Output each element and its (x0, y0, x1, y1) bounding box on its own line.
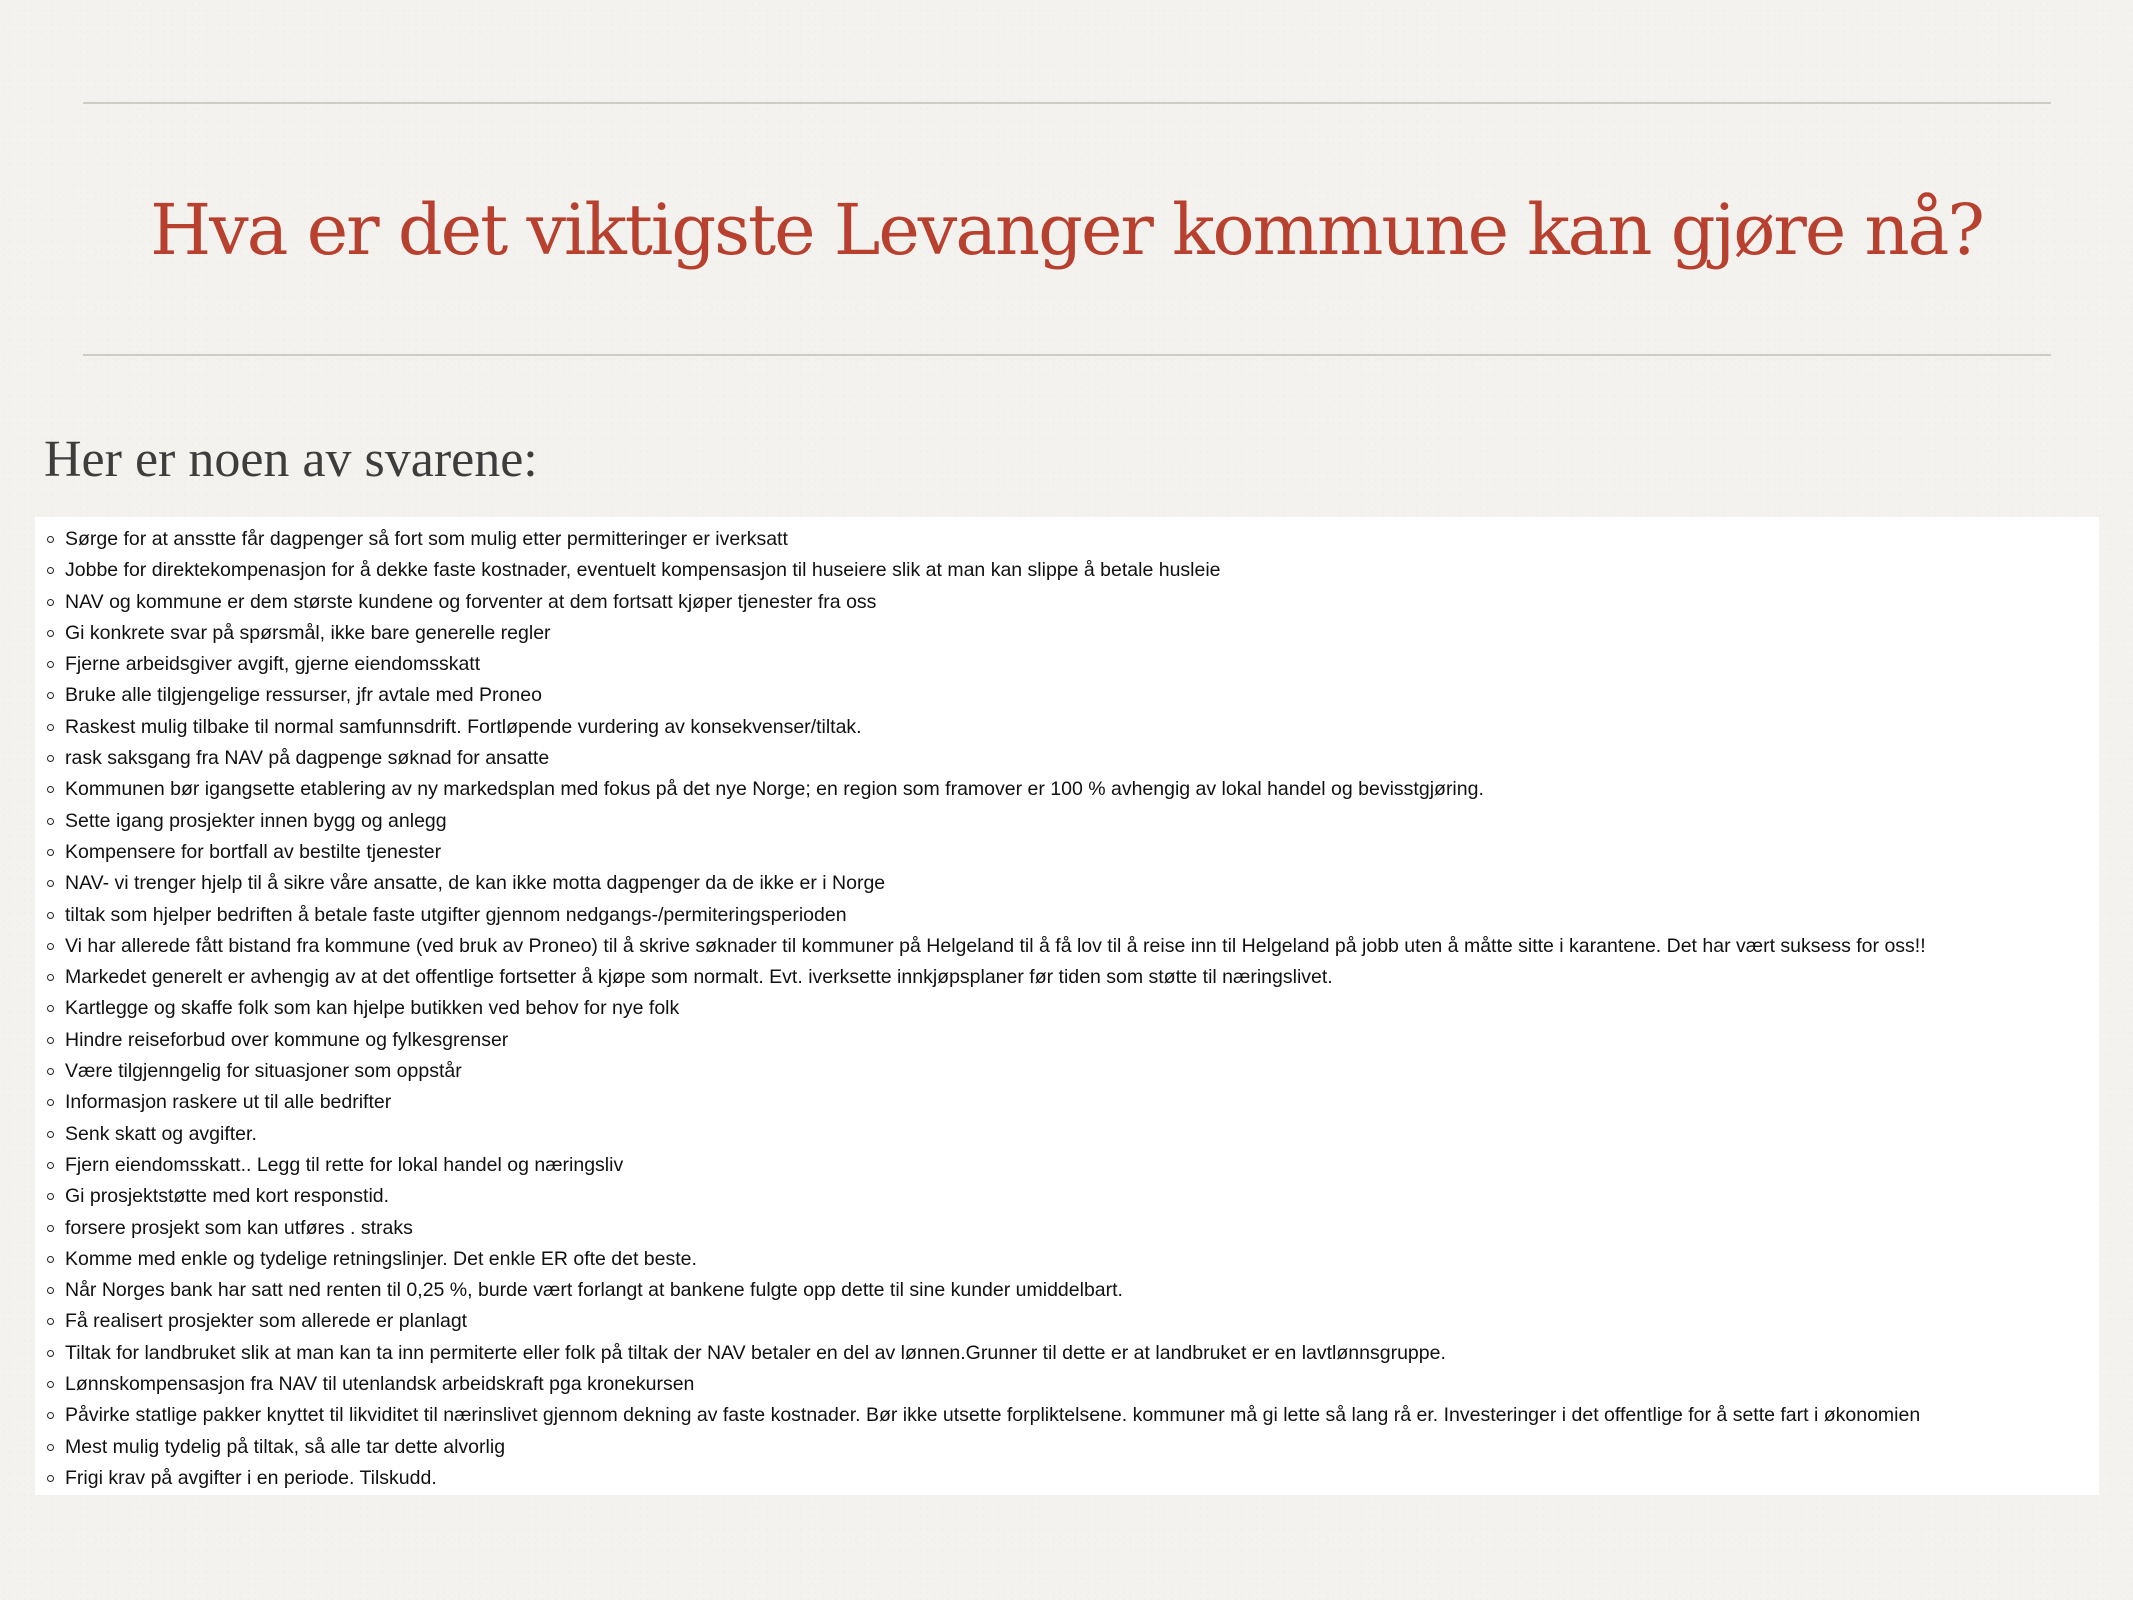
answer-item (35, 1119, 2099, 1150)
answer-item (35, 1338, 2099, 1369)
bullet-icon (47, 912, 54, 919)
answer-text: Fjerne arbeidsgiver avgift, gjerne eiendomsskatt (65, 653, 481, 676)
answer-text: Fjern eiendomsskatt.. Legg til rette for lokal handel og næringsliv (65, 1153, 624, 1176)
answer-item (35, 1213, 2099, 1244)
slide-subtitle: Her er noen av svarene: (44, 431, 538, 488)
bullet-icon (47, 1475, 54, 1482)
answer-text: Komme med enkle og tydelige retningslinjer. Det enkle ER ofte det beste. (65, 1247, 697, 1270)
bullet-icon (47, 1287, 54, 1294)
bullet-icon (47, 661, 54, 668)
answer-text: Sørge for at ansstte får dagpenger så fort som mulig etter permitteringer er iverksatt (65, 528, 788, 550)
bullet-icon (47, 1256, 54, 1263)
bullet-icon (47, 692, 54, 699)
answer-item (35, 524, 2099, 555)
answer-text: Tiltak for landbruket slik at man kan ta inn permiterte eller folk på tiltak der NAV betaler en del av lønnen.Grunner til dette er at landbruket er en lavtlønnsgruppe. (65, 1341, 1446, 1364)
bullet-icon (47, 1193, 54, 1200)
answer-text: rask saksgang fra NAV på dagpenge søknad for ansatte (65, 747, 550, 770)
answer-item (35, 1025, 2099, 1056)
answer-text: Informasjon raskere ut til alle bedrifter (65, 1091, 392, 1114)
answer-item (35, 993, 2099, 1024)
bullet-icon (47, 724, 54, 731)
answer-text: Kommunen bør igangsette etablering av ny markedsplan med fokus på det nye Norge; en region som framover er 100 % avhengig av lokal handel og bevisstgjøring. (65, 778, 1484, 801)
answer-item (35, 1181, 2099, 1212)
answer-text: Når Norges bank har satt ned renten til 0,25 %, burde vært forlangt at bankene fulgte opp dette til sine kunder umiddelbart. (65, 1279, 1123, 1302)
answer-item (35, 618, 2099, 649)
answer-text: Senk skatt og avgifter. (65, 1122, 257, 1145)
answer-text: forsere prosjekt som kan utføres . straks (65, 1216, 413, 1239)
answer-item (35, 1400, 2099, 1431)
answer-item (35, 1244, 2099, 1275)
answer-item (35, 1056, 2099, 1087)
bullet-icon (47, 536, 54, 543)
answer-item (35, 712, 2099, 743)
bullet-icon (47, 1412, 54, 1419)
bullet-icon (47, 1225, 54, 1232)
bullet-icon (47, 849, 54, 856)
answer-text: Mest mulig tydelig på tiltak, så alle tar dette alvorlig (65, 1435, 506, 1458)
answer-text: Markedet generelt er avhengig av at det offentlige fortsetter å kjøpe som normalt. Evt. iverksette innkjøpsplaner før tiden som støtte til næringslivet. (65, 966, 1333, 989)
answer-text: Jobbe for direktekompenasjon for å dekke faste kostnader, eventuelt kompensasjon til huseiere slik at man kan slippe å betale husleie (65, 559, 1221, 582)
bullet-icon (47, 1068, 54, 1075)
bullet-icon (47, 1162, 54, 1169)
answer-text: Påvirke statlige pakker knyttet til likviditet til nærinslivet gjennom dekning av faste kostnader. Bør ikke utsette forpliktelsene. kommuner må gi lette så lang rå er. Investeringer i det offentlige for å sette fart i økonomien (65, 1404, 1921, 1427)
answer-item (35, 931, 2099, 962)
bullet-icon (47, 1037, 54, 1044)
bullet-icon (47, 943, 54, 950)
bullet-icon (47, 599, 54, 606)
bullet-icon (47, 818, 54, 825)
title-divider (83, 354, 2051, 356)
bullet-icon (47, 1444, 54, 1451)
answer-text: Gi prosjektstøtte med kort responstid. (65, 1185, 390, 1208)
answer-item (35, 587, 2099, 618)
answer-item (35, 680, 2099, 711)
slide-title: Hva er det viktigste Levanger kommune kan gjøre nå? (150, 189, 1983, 271)
bullet-icon (47, 630, 54, 637)
answer-item (35, 868, 2099, 899)
answer-text: Bruke alle tilgjengelige ressurser, jfr avtale med Proneo (65, 684, 542, 707)
answer-item (35, 1275, 2099, 1306)
answer-item (35, 837, 2099, 868)
bullet-icon (47, 1381, 54, 1388)
answer-text: Frigi krav på avgifter i en periode. Tilskudd. (65, 1466, 437, 1489)
answer-text: Få realisert prosjekter som allerede er planlagt (65, 1310, 468, 1333)
answer-item (35, 1087, 2099, 1118)
answer-text: Lønnskompensasjon fra NAV til utenlandsk arbeidskraft pga kronekursen (65, 1373, 695, 1396)
bullet-icon (47, 880, 54, 887)
answer-text: Hindre reiseforbud over kommune og fylkesgrenser (65, 1028, 509, 1051)
bullet-icon (47, 1005, 54, 1012)
answer-item (35, 1432, 2099, 1463)
answer-text: Raskest mulig tilbake til normal samfunnsdrift. Fortløpende vurdering av konsekvenser/tiltak. (65, 715, 862, 738)
answer-item (35, 774, 2099, 805)
answer-text: NAV- vi trenger hjelp til å sikre våre ansatte, de kan ikke motta dagpenger da de ikke er i Norge (65, 872, 886, 895)
bullet-icon (47, 1350, 54, 1357)
answer-text: Sette igang prosjekter innen bygg og anlegg (65, 809, 447, 832)
answer-item (35, 1369, 2099, 1400)
answer-text: Kartlegge og skaffe folk som kan hjelpe butikken ved behov for nye folk (65, 997, 680, 1020)
answer-text: tiltak som hjelper bedriften å betale faste utgifter gjennom nedgangs-/permiteringsperioden (65, 903, 847, 926)
top-divider (83, 102, 2051, 104)
bullet-icon (47, 755, 54, 762)
answers-panel (35, 517, 2099, 1495)
answer-text: Gi konkrete svar på spørsmål, ikke bare generelle regler (65, 621, 551, 644)
bullet-icon (47, 1099, 54, 1106)
answer-item (35, 1150, 2099, 1181)
answer-item (35, 1306, 2099, 1337)
answer-item (35, 962, 2099, 993)
bullet-icon (47, 1318, 54, 1325)
answers-list (35, 524, 2099, 1494)
answer-item (35, 555, 2099, 586)
answer-text: Være tilgjenngelig for situasjoner som oppstår (65, 1060, 462, 1083)
answer-item (35, 806, 2099, 837)
answer-text: NAV og kommune er dem største kundene og forventer at dem fortsatt kjøper tjenester fra oss (65, 590, 877, 613)
bullet-icon (47, 786, 54, 793)
answer-item (35, 1463, 2099, 1494)
answer-item (35, 649, 2099, 680)
answer-item (35, 900, 2099, 931)
bullet-icon (47, 974, 54, 981)
answer-text: Vi har allerede fått bistand fra kommune (ved bruk av Proneo) til å skrive søknader til kommuner på Helgeland til å få lov til å reise inn til Helgeland på jobb uten å måtte sitte i karantene. Det har vært suksess for oss!! (65, 934, 1926, 957)
answer-item (35, 743, 2099, 774)
bullet-icon (47, 567, 54, 574)
answer-text: Kompensere for bortfall av bestilte tjenester (65, 840, 442, 863)
bullet-icon (47, 1131, 54, 1138)
